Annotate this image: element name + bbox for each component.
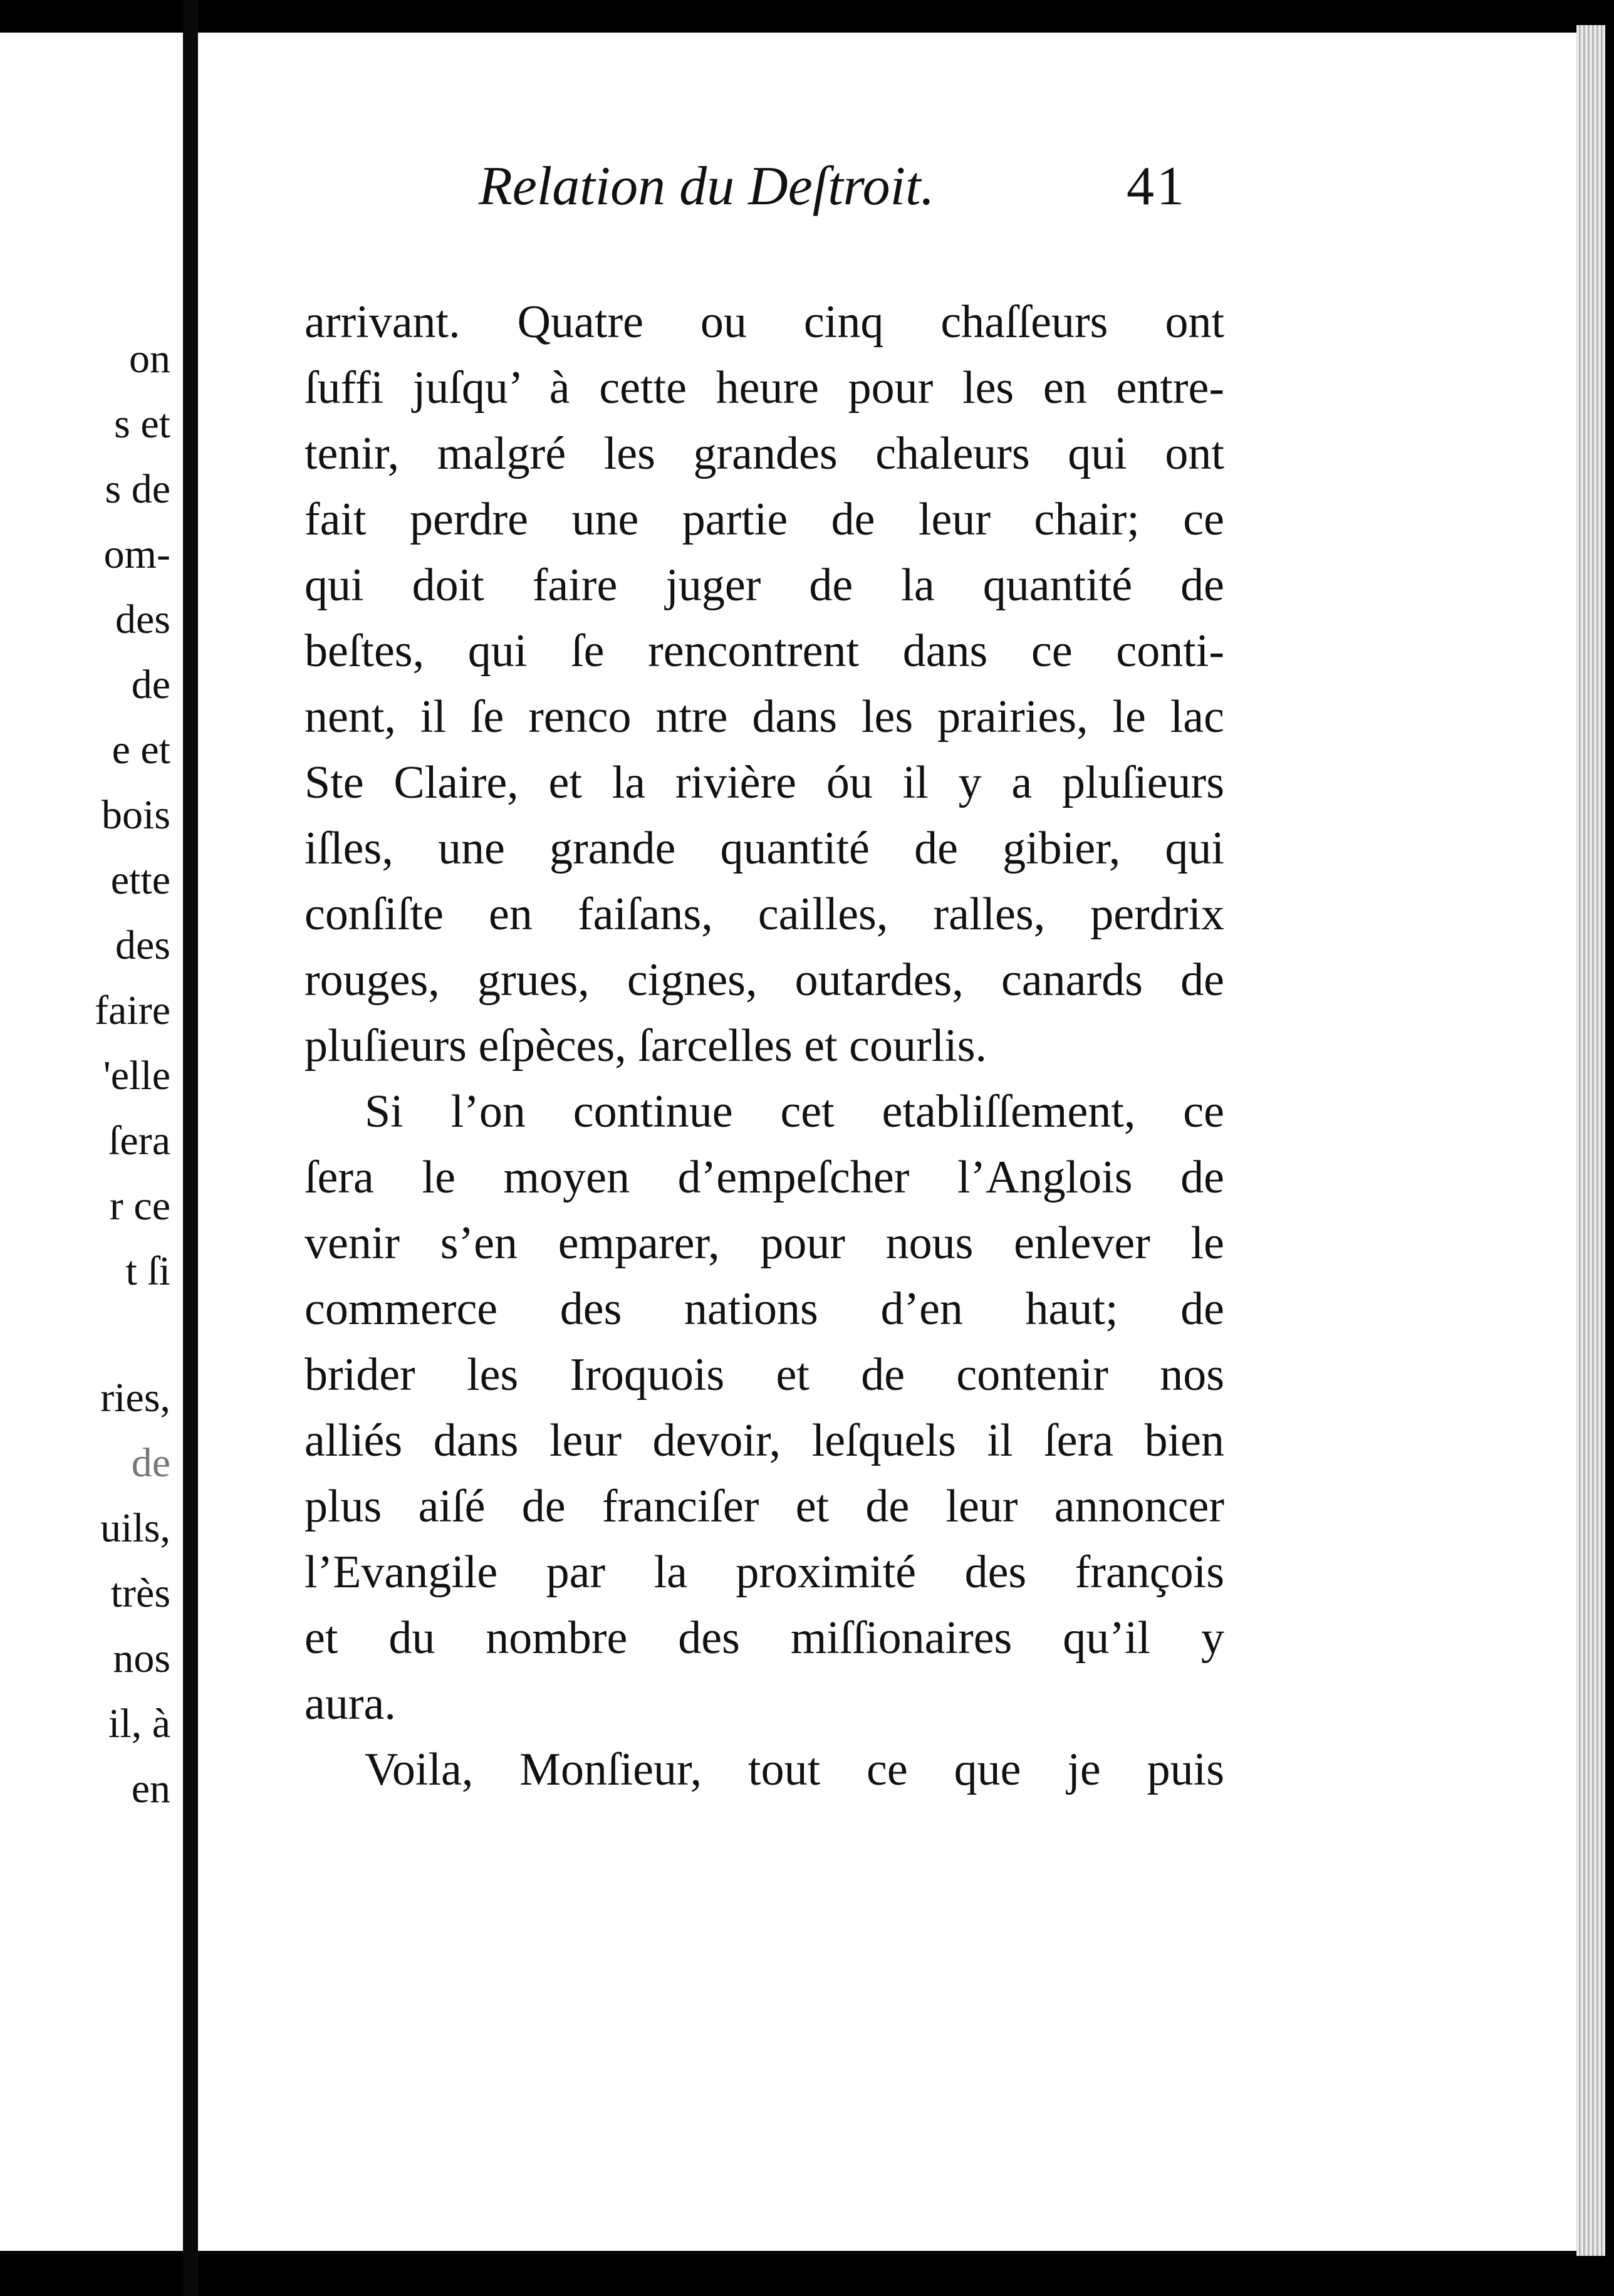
- page-number: 41: [1127, 156, 1187, 217]
- left-page-fragment: ries,: [100, 1375, 170, 1421]
- left-page-fragment: om-: [103, 531, 170, 577]
- text-line: nent, il ſe renco ntre dans les prairies, le lac: [305, 691, 1224, 743]
- left-page-fragment: des: [115, 597, 170, 642]
- left-page-fragment: très: [110, 1570, 170, 1616]
- text-line: ſera le moyen d’empeſcher l’Anglois de: [305, 1152, 1224, 1203]
- left-page-fragment: s et: [114, 401, 170, 447]
- left-page-fragment: e et: [112, 727, 170, 773]
- text-line: ſuffi juſqu’ à cette heure pour les en entre-: [305, 362, 1224, 414]
- text-line: tenir, malgré les grandes chaleurs qui ont: [305, 428, 1224, 479]
- text-line: l’Evangile par la proximité des françois: [305, 1547, 1224, 1598]
- running-title: Relation du Deſtroit.: [479, 156, 935, 217]
- text-line: venir s’en emparer, pour nous enlever le: [305, 1218, 1224, 1269]
- text-line: fait perdre une partie de leur chair; ce: [305, 494, 1224, 545]
- left-page-fragment: il, à: [108, 1701, 170, 1746]
- text-line: alliés dans leur devoir, leſquels il ſera bien: [305, 1415, 1224, 1466]
- text-line: plus aiſé de franciſer et de leur annoncer: [305, 1481, 1224, 1532]
- left-page-fragment: en: [131, 1766, 170, 1812]
- text-line: commerce des nations d’en haut; de: [305, 1283, 1224, 1335]
- left-page-fragment: des: [115, 922, 170, 968]
- book-gutter: [183, 0, 198, 2296]
- text-line: Voila, Monſieur, tout ce que je puis: [365, 1744, 1224, 1795]
- left-page-fragment: de: [131, 1440, 170, 1486]
- text-line: beſtes, qui ſe rencontrent dans ce conti-: [305, 625, 1224, 677]
- left-page-fragment: nos: [113, 1636, 170, 1681]
- left-page-fragment: 'elle: [103, 1053, 170, 1098]
- left-page-fragment: bois: [101, 792, 170, 838]
- left-page-fragment: ſera: [108, 1118, 170, 1164]
- text-line: brider les Iroquois et de contenir nos: [305, 1349, 1224, 1401]
- left-page-fragment: ette: [110, 857, 170, 903]
- text-line: iſles, une grande quantité de gibier, qui: [305, 823, 1224, 874]
- left-page-fragment: t ſi: [125, 1248, 170, 1294]
- left-page-fragment: faire: [95, 988, 170, 1033]
- text-line: arrivant. Quatre ou cinq chaſſeurs ont: [305, 296, 1224, 348]
- left-page-fragment: uils,: [100, 1505, 170, 1551]
- left-page-fragment: r ce: [109, 1183, 170, 1229]
- text-line: Si l’on continue cet etabliſſement, ce: [365, 1086, 1224, 1137]
- body-text: [305, 290, 1224, 1803]
- left-page: [0, 33, 183, 2251]
- left-page-fragment: de: [131, 662, 170, 707]
- text-line: rouges, grues, cignes, outardes, canards de: [305, 954, 1224, 1006]
- page-edge-stack: [1576, 25, 1605, 2256]
- text-line: Ste Claire, et la rivière óu il y a pluſieurs: [305, 757, 1224, 808]
- text-line: qui doit faire juger de la quantité de: [305, 560, 1224, 611]
- left-page-fragment: on: [129, 336, 170, 382]
- left-page-fragment: s de: [105, 466, 170, 512]
- text-line: aura.: [305, 1678, 396, 1730]
- text-line: conſiſte en faiſans, cailles, ralles, perdrix: [305, 889, 1224, 940]
- text-line: et du nombre des miſſionaires qu’il y: [305, 1612, 1224, 1664]
- text-line: pluſieurs eſpèces, ſarcelles et courlis.: [305, 1020, 987, 1072]
